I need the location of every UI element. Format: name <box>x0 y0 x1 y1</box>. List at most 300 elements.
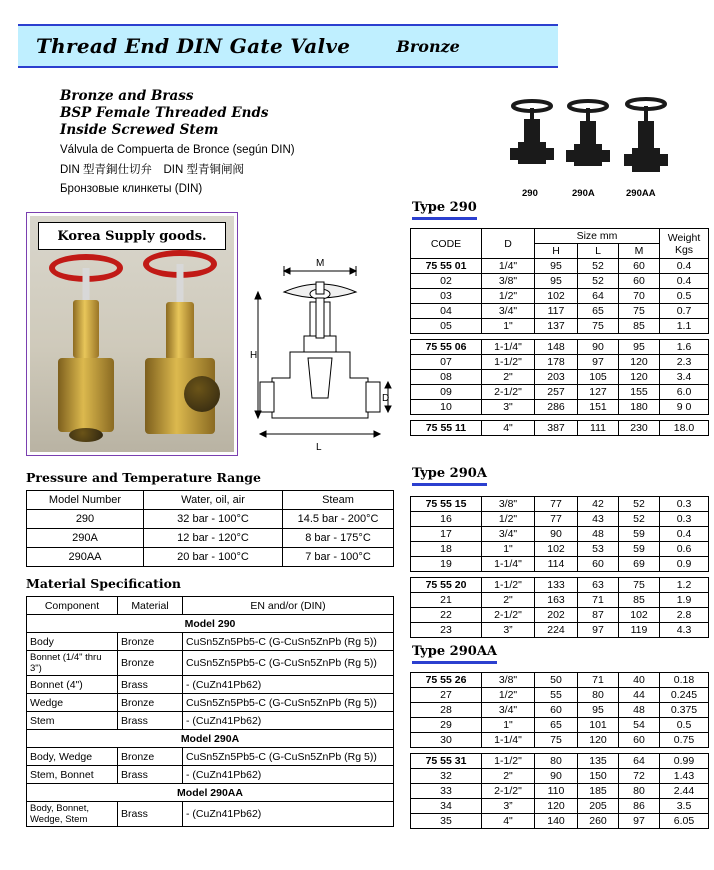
cell-weight: 0.9 <box>660 557 709 572</box>
cell-weight: 1.9 <box>660 593 709 608</box>
table-row <box>411 673 709 688</box>
cell-m: 52 <box>619 497 660 512</box>
cell-steam: 14.5 bar - 200°C <box>283 510 394 529</box>
cell-code: 75 55 26 <box>411 673 482 688</box>
col-water-oil-air: Water, oil, air <box>144 491 283 510</box>
cell-d: 1" <box>482 319 535 334</box>
cell-component: Body, Wedge <box>27 748 118 766</box>
table-row <box>411 319 709 334</box>
cell-weight: 3.4 <box>660 370 709 385</box>
valve-thumbnail-icons <box>500 92 690 202</box>
cell-m: 86 <box>619 799 660 814</box>
col-l: L <box>578 244 619 259</box>
cell-weight: 0.6 <box>660 542 709 557</box>
cell-weight: 0.18 <box>660 673 709 688</box>
table-row <box>411 400 709 415</box>
cell-material: Bronze <box>118 633 183 651</box>
cell-h: 95 <box>535 274 578 289</box>
cell-m: 120 <box>619 370 660 385</box>
cell-d: 3” <box>482 799 535 814</box>
cell-code: 75 55 31 <box>411 754 482 769</box>
cell-weight: 0.7 <box>660 304 709 319</box>
cell-m: 59 <box>619 542 660 557</box>
cell-standard: - (CuZn41Pb62) <box>183 676 394 694</box>
cell-l: 105 <box>578 370 619 385</box>
table-row <box>27 802 394 827</box>
table-row <box>411 542 709 557</box>
cell-water: 32 bar - 100°C <box>144 510 283 529</box>
cell-h: 80 <box>535 754 578 769</box>
cell-weight: 0.4 <box>660 259 709 274</box>
cell-component: Stem, Bonnet <box>27 766 118 784</box>
col-size-mm: Size mm <box>535 229 660 244</box>
type-290a-table <box>410 496 709 638</box>
cell-code: 21 <box>411 593 482 608</box>
technical-drawing <box>250 258 396 454</box>
cell-d: 1/2" <box>482 512 535 527</box>
cell-l: 97 <box>578 623 619 638</box>
cell-d: 1/2" <box>482 289 535 304</box>
table-row <box>411 799 709 814</box>
cell-component: Body, Bonnet, Wedge, Stem <box>27 802 118 827</box>
cell-h: 90 <box>535 769 578 784</box>
intro-cjk: DIN 型青銅仕切弁 DIN 型青铜闸阀 <box>60 163 244 176</box>
col-material: Material <box>118 597 183 615</box>
cell-m: 44 <box>619 688 660 703</box>
cell-m: 119 <box>619 623 660 638</box>
cell-code: 28 <box>411 703 482 718</box>
cell-d: 2" <box>482 593 535 608</box>
cell-d: 1/4" <box>482 259 535 274</box>
cell-l: 60 <box>578 557 619 572</box>
cell-d: 1-1/2" <box>482 578 535 593</box>
cell-h: 137 <box>535 319 578 334</box>
stem-part <box>83 268 90 302</box>
cell-h: 203 <box>535 370 578 385</box>
cell-d: 1" <box>482 718 535 733</box>
cell-component: Bonnet (1/4" thru 3") <box>27 651 118 676</box>
cell-code: 75 55 15 <box>411 497 482 512</box>
cell-material: Brass <box>118 766 183 784</box>
photo-valve-left <box>44 254 128 444</box>
cell-d: 3/8" <box>482 497 535 512</box>
table-row <box>411 370 709 385</box>
col-d: D <box>482 229 535 259</box>
cell-steam: 7 bar - 100°C <box>283 548 394 567</box>
cell-standard: - (CuZn41Pb62) <box>183 802 394 827</box>
cell-weight: 2.3 <box>660 355 709 370</box>
cell-water: 12 bar - 120°C <box>144 529 283 548</box>
col-weight <box>660 229 709 259</box>
cell-component: Body <box>27 633 118 651</box>
cell-weight: 0.375 <box>660 703 709 718</box>
cell-weight: 2.8 <box>660 608 709 623</box>
type-290aa-heading: Type 290AA <box>412 644 497 664</box>
cell-h: 50 <box>535 673 578 688</box>
cell-d: 4" <box>482 421 535 436</box>
cell-m: 85 <box>619 593 660 608</box>
cell-code: 02 <box>411 274 482 289</box>
cell-l: 71 <box>578 673 619 688</box>
cell-h: 95 <box>535 259 578 274</box>
bonnet-part <box>73 300 99 358</box>
cell-m: 80 <box>619 784 660 799</box>
cell-m: 60 <box>619 733 660 748</box>
cell-component: Wedge <box>27 694 118 712</box>
table-row <box>411 593 709 608</box>
cell-h: 224 <box>535 623 578 638</box>
cell-l: 101 <box>578 718 619 733</box>
cell-m: 230 <box>619 421 660 436</box>
material-section-heading: Material Specification <box>26 576 182 591</box>
cell-steam: 8 bar - 175°C <box>283 529 394 548</box>
cell-component: Bonnet (4") <box>27 676 118 694</box>
photo-valve-right <box>134 244 226 444</box>
cell-code: 17 <box>411 527 482 542</box>
cell-l: 75 <box>578 319 619 334</box>
cell-l: 52 <box>578 259 619 274</box>
cell-l: 43 <box>578 512 619 527</box>
table-row <box>27 651 394 676</box>
col-en-din: EN and/or (DIN) <box>183 597 394 615</box>
cell-weight: 0.245 <box>660 688 709 703</box>
table-header-row <box>27 491 394 510</box>
cell-weight: 9 0 <box>660 400 709 415</box>
cell-standard: CuSn5Zn5Pb5-C (G-CuSn5ZnPb (Rg 5)) <box>183 694 394 712</box>
cell-d: 3/4" <box>482 703 535 718</box>
cell-h: 286 <box>535 400 578 415</box>
cell-code: 75 55 01 <box>411 259 482 274</box>
table-row <box>411 421 709 436</box>
cell-code: 33 <box>411 784 482 799</box>
intro-russian: Бронзовые клинкеты (DIN) <box>60 183 203 195</box>
bonnet-part <box>166 302 194 360</box>
cell-code: 27 <box>411 688 482 703</box>
port-opening <box>69 428 103 442</box>
table-row <box>411 385 709 400</box>
cell-m: 120 <box>619 355 660 370</box>
type-290-heading: Type 290 <box>412 200 477 220</box>
cell-weight: 1.1 <box>660 319 709 334</box>
cell-h: 75 <box>535 733 578 748</box>
cell-l: 63 <box>578 578 619 593</box>
thumb-label-290a: 290A <box>572 188 595 199</box>
table-row <box>411 512 709 527</box>
intro-spanish: Válvula de Compuerta de Bronce (según DIN) <box>60 144 295 156</box>
product-photo <box>26 212 238 456</box>
table-row <box>411 784 709 799</box>
cell-l: 97 <box>578 355 619 370</box>
cell-weight: 6.05 <box>660 814 709 829</box>
pressure-temperature-table <box>26 490 394 567</box>
cell-code: 07 <box>411 355 482 370</box>
model-group-header <box>27 615 394 633</box>
table-row <box>411 578 709 593</box>
cell-l: 135 <box>578 754 619 769</box>
table-row <box>411 289 709 304</box>
col-model-number: Model Number <box>27 491 144 510</box>
table-row <box>27 633 394 651</box>
cell-code: 19 <box>411 557 482 572</box>
cell-standard: - (CuZn41Pb62) <box>183 712 394 730</box>
cell-water: 20 bar - 100°C <box>144 548 283 567</box>
cell-h: 133 <box>535 578 578 593</box>
table-row <box>411 688 709 703</box>
cell-code: 03 <box>411 289 482 304</box>
group-model-290: Model 290 <box>27 615 394 633</box>
cell-m: 75 <box>619 304 660 319</box>
table-header-row <box>411 229 709 244</box>
cell-l: 120 <box>578 733 619 748</box>
table-row <box>411 623 709 638</box>
cell-h: 114 <box>535 557 578 572</box>
table-row <box>27 694 394 712</box>
cell-d: 2" <box>482 370 535 385</box>
table-row <box>411 557 709 572</box>
cell-d: 1" <box>482 542 535 557</box>
intro-block <box>60 88 400 198</box>
dim-label-d: D <box>382 393 390 404</box>
cell-weight: 0.75 <box>660 733 709 748</box>
cell-weight: 2.44 <box>660 784 709 799</box>
cell-d: 1-1/4" <box>482 557 535 572</box>
table-row <box>411 814 709 829</box>
cell-weight: 1.2 <box>660 578 709 593</box>
cell-h: 90 <box>535 527 578 542</box>
cell-material: Bronze <box>118 651 183 676</box>
table-row <box>411 259 709 274</box>
table-row <box>411 703 709 718</box>
table-row <box>411 718 709 733</box>
product-photo-image <box>30 216 234 452</box>
dim-label-l: L <box>316 442 322 453</box>
cell-weight: 0.4 <box>660 527 709 542</box>
cell-h: 117 <box>535 304 578 319</box>
cell-weight: 0.5 <box>660 718 709 733</box>
cell-material: Bronze <box>118 748 183 766</box>
intro-line-2: BSP Female Threaded Ends <box>60 105 269 121</box>
cell-d: 1-1/2" <box>482 754 535 769</box>
valve-thumbnails <box>500 92 690 202</box>
cell-h: 65 <box>535 718 578 733</box>
cell-d: 1/2" <box>482 688 535 703</box>
cell-m: 59 <box>619 527 660 542</box>
cell-code: 16 <box>411 512 482 527</box>
cell-weight: 6.0 <box>660 385 709 400</box>
cell-h: 163 <box>535 593 578 608</box>
table-row <box>27 548 394 567</box>
cell-code: 08 <box>411 370 482 385</box>
cell-d: 2-1/2" <box>482 608 535 623</box>
cell-weight: 4.3 <box>660 623 709 638</box>
cell-component: Stem <box>27 712 118 730</box>
cell-weight: 1.43 <box>660 769 709 784</box>
cell-code: 05 <box>411 319 482 334</box>
cell-weight: 18.0 <box>660 421 709 436</box>
cell-l: 111 <box>578 421 619 436</box>
cell-d: 3/8" <box>482 673 535 688</box>
cell-code: 10 <box>411 400 482 415</box>
cell-h: 120 <box>535 799 578 814</box>
intro-line-3: Inside Screwed Stem <box>60 122 219 138</box>
cell-l: 260 <box>578 814 619 829</box>
cell-material: Brass <box>118 676 183 694</box>
cell-h: 148 <box>535 340 578 355</box>
cell-m: 180 <box>619 400 660 415</box>
table-row <box>411 340 709 355</box>
cell-model: 290AA <box>27 548 144 567</box>
cell-model: 290A <box>27 529 144 548</box>
cell-m: 72 <box>619 769 660 784</box>
cell-weight: 0.5 <box>660 289 709 304</box>
cell-code: 30 <box>411 733 482 748</box>
pressure-section-heading: Pressure and Temperature Range <box>26 470 262 485</box>
cell-l: 185 <box>578 784 619 799</box>
table-row <box>411 304 709 319</box>
cell-m: 70 <box>619 289 660 304</box>
page-header <box>18 24 558 68</box>
table-row <box>411 527 709 542</box>
photo-caption: Korea Supply goods. <box>38 222 226 250</box>
type-290aa-table <box>410 672 709 829</box>
cell-code: 18 <box>411 542 482 557</box>
cell-h: 110 <box>535 784 578 799</box>
cell-l: 151 <box>578 400 619 415</box>
cell-h: 140 <box>535 814 578 829</box>
cell-standard: - (CuZn41Pb62) <box>183 766 394 784</box>
table-row <box>411 769 709 784</box>
cell-material: Brass <box>118 712 183 730</box>
cell-l: 53 <box>578 542 619 557</box>
cell-m: 85 <box>619 319 660 334</box>
cell-d: 2-1/2" <box>482 385 535 400</box>
cell-l: 71 <box>578 593 619 608</box>
cell-weight: 0.4 <box>660 274 709 289</box>
table-row <box>27 712 394 730</box>
group-model-290aa: Model 290AA <box>27 784 394 802</box>
material-specification-table <box>26 596 394 827</box>
table-row <box>27 766 394 784</box>
table-row <box>411 274 709 289</box>
intro-line-1: Bronze and Brass <box>60 88 194 104</box>
cell-l: 95 <box>578 703 619 718</box>
cell-weight: 0.99 <box>660 754 709 769</box>
stem-part <box>177 264 184 304</box>
cell-m: 97 <box>619 814 660 829</box>
cell-m: 60 <box>619 274 660 289</box>
cell-l: 52 <box>578 274 619 289</box>
cell-d: 2" <box>482 769 535 784</box>
table-row <box>27 748 394 766</box>
cell-code: 75 55 11 <box>411 421 482 436</box>
cell-m: 95 <box>619 340 660 355</box>
cell-l: 127 <box>578 385 619 400</box>
cell-material: Brass <box>118 802 183 827</box>
cell-l: 65 <box>578 304 619 319</box>
cell-code: 34 <box>411 799 482 814</box>
col-h: H <box>535 244 578 259</box>
cell-d: 2-1/2" <box>482 784 535 799</box>
col-weight-label: Weight <box>667 231 701 244</box>
dim-label-h: H <box>250 350 258 361</box>
cell-h: 60 <box>535 703 578 718</box>
dim-label-m: M <box>316 258 325 269</box>
cell-m: 155 <box>619 385 660 400</box>
table-row <box>27 529 394 548</box>
page-title: Thread End DIN Gate Valve <box>36 34 351 58</box>
cell-m: 75 <box>619 578 660 593</box>
cell-standard: CuSn5Zn5Pb5-C (G-CuSn5ZnPb (Rg 5)) <box>183 633 394 651</box>
cell-code: 29 <box>411 718 482 733</box>
cell-weight: 0.3 <box>660 497 709 512</box>
cell-d: 1-1/2" <box>482 355 535 370</box>
cell-m: 48 <box>619 703 660 718</box>
cell-m: 54 <box>619 718 660 733</box>
cell-code: 75 55 20 <box>411 578 482 593</box>
cell-l: 87 <box>578 608 619 623</box>
type-290a-heading: Type 290A <box>412 466 487 486</box>
cell-weight: 0.3 <box>660 512 709 527</box>
table-row <box>411 497 709 512</box>
cell-m: 52 <box>619 512 660 527</box>
cell-h: 77 <box>535 512 578 527</box>
model-group-header <box>27 784 394 802</box>
cell-m: 64 <box>619 754 660 769</box>
table-row <box>27 676 394 694</box>
cell-h: 387 <box>535 421 578 436</box>
cell-h: 77 <box>535 497 578 512</box>
port-opening <box>184 376 220 412</box>
page-subtitle: Bronze <box>396 36 460 56</box>
cell-m: 40 <box>619 673 660 688</box>
col-component: Component <box>27 597 118 615</box>
cell-weight: 3.5 <box>660 799 709 814</box>
table-row <box>411 733 709 748</box>
cell-model: 290 <box>27 510 144 529</box>
col-m: M <box>619 244 660 259</box>
cell-code: 32 <box>411 769 482 784</box>
cell-code: 75 55 06 <box>411 340 482 355</box>
table-row <box>411 355 709 370</box>
group-model-290a: Model 290A <box>27 730 394 748</box>
col-code: CODE <box>411 229 482 259</box>
cell-code: 09 <box>411 385 482 400</box>
cell-code: 35 <box>411 814 482 829</box>
cell-d: 1-1/4" <box>482 733 535 748</box>
cell-code: 22 <box>411 608 482 623</box>
cell-h: 55 <box>535 688 578 703</box>
table-row <box>27 510 394 529</box>
cell-l: 80 <box>578 688 619 703</box>
cell-d: 1-1/4" <box>482 340 535 355</box>
technical-drawing-svg <box>250 258 396 454</box>
cell-h: 178 <box>535 355 578 370</box>
cell-d: 3" <box>482 400 535 415</box>
cell-l: 48 <box>578 527 619 542</box>
cell-h: 102 <box>535 542 578 557</box>
cell-code: 23 <box>411 623 482 638</box>
cell-weight: 1.6 <box>660 340 709 355</box>
cell-d: 3/8" <box>482 274 535 289</box>
col-weight-unit: Kgs <box>674 243 694 256</box>
cell-h: 102 <box>535 289 578 304</box>
cell-d: 3” <box>482 623 535 638</box>
thumb-label-290: 290 <box>522 188 538 199</box>
cell-standard: CuSn5Zn5Pb5-C (G-CuSn5ZnPb (Rg 5)) <box>183 651 394 676</box>
cell-m: 102 <box>619 608 660 623</box>
cell-d: 3/4" <box>482 304 535 319</box>
model-group-header <box>27 730 394 748</box>
